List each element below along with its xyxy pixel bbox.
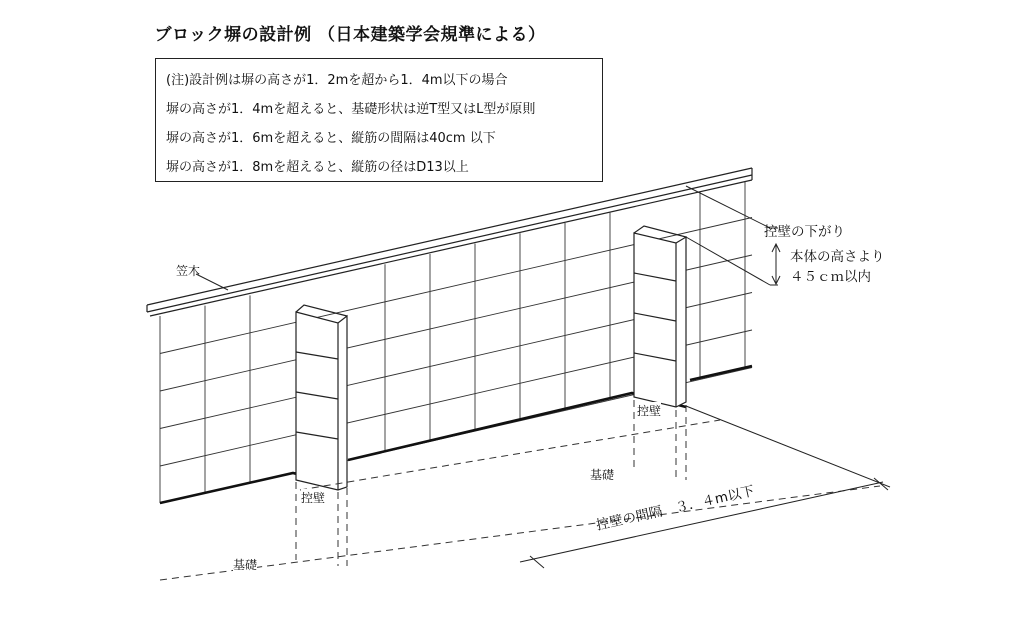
buttress-right-label: 控壁 <box>637 404 662 418</box>
spacing-dimension <box>520 406 890 568</box>
buttress-drop-label: 控壁の下がり <box>764 224 845 240</box>
height-note-line1: 本体の高さより <box>790 249 885 265</box>
note-line: (注)設計例は塀の高さが1．2mを超から1．4m以下の場合 <box>166 73 508 88</box>
kasagi-label: 笠木 <box>176 264 201 278</box>
kasagi-leader <box>196 274 228 290</box>
height-note-line2: ４５ｃｍ以内 <box>790 269 871 285</box>
foundation-left-label: 基礎 <box>233 558 258 572</box>
buttress-right <box>634 226 686 407</box>
buttress-left-label: 控壁 <box>301 491 326 505</box>
note-line: 塀の高さが1．6mを超えると、縦筋の間隔は40cm 以下 <box>166 131 496 146</box>
buttress-spacing-label: 控壁の間隔 ３．４m以下 <box>594 483 756 534</box>
note-line: 塀の高さが1．4mを超えると、基礎形状は逆T型又はL型が原則 <box>166 102 536 117</box>
foundation-lines <box>160 400 880 580</box>
buttress-left <box>296 305 347 490</box>
diagram-title: ブロック塀の設計例 （日本建築学会規準による） <box>154 25 546 45</box>
note-line: 塀の高さが1．8mを超えると、縦筋の径はD13以上 <box>166 160 469 175</box>
foundation-right-label: 基礎 <box>590 468 615 482</box>
